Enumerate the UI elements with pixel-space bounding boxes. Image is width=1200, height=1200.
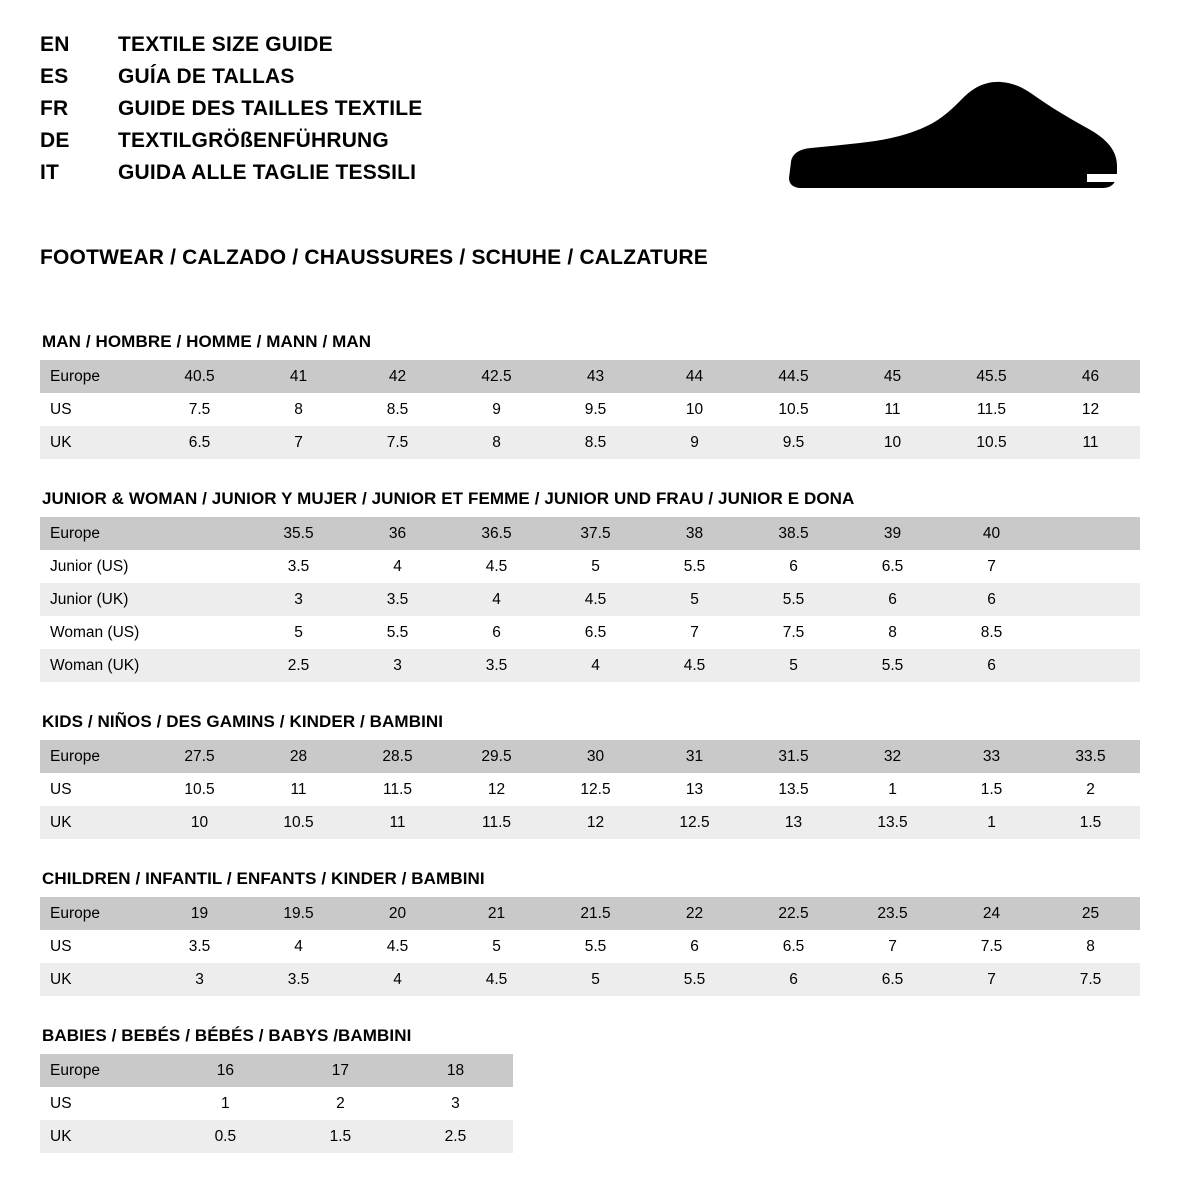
section-babies	[40, 1026, 1160, 1153]
cell: 0.5	[168, 1120, 283, 1153]
cell: 2.5	[249, 649, 348, 682]
row-label: US	[40, 930, 150, 963]
cell: 36.5	[447, 517, 546, 550]
table-row	[40, 550, 1140, 583]
language-code: ES	[40, 65, 69, 88]
cell: 6	[843, 583, 942, 616]
row-label: Woman (UK)	[40, 649, 150, 682]
cell: 31	[645, 740, 744, 773]
cell: 12	[546, 806, 645, 839]
cell: 6.5	[546, 616, 645, 649]
cell: 38.5	[744, 517, 843, 550]
cell: 6.5	[843, 963, 942, 996]
cell: 3.5	[447, 649, 546, 682]
cell: 1.5	[942, 773, 1041, 806]
cell: 23.5	[843, 897, 942, 930]
row-label: US	[40, 1087, 168, 1120]
cell: 4.5	[546, 583, 645, 616]
cell: 6	[744, 963, 843, 996]
cell	[150, 583, 249, 616]
cell: 16	[168, 1054, 283, 1087]
cell: 36	[348, 517, 447, 550]
cell: 43	[546, 360, 645, 393]
table-row	[40, 1054, 513, 1087]
cell: 1.5	[1041, 806, 1140, 839]
row-label: UK	[40, 426, 150, 459]
cell: 13	[744, 806, 843, 839]
cell: 9	[645, 426, 744, 459]
cell: 21.5	[546, 897, 645, 930]
cell: 8.5	[348, 393, 447, 426]
cell: 7	[645, 616, 744, 649]
size-table-junior-woman	[40, 517, 1140, 682]
cell: 5.5	[645, 963, 744, 996]
cell: 7.5	[150, 393, 249, 426]
cell: 44	[645, 360, 744, 393]
cell: 20	[348, 897, 447, 930]
cell: 7.5	[1041, 963, 1140, 996]
language-row	[40, 98, 422, 119]
cell: 3	[348, 649, 447, 682]
table-row	[40, 616, 1140, 649]
row-label: Europe	[40, 1054, 168, 1087]
cell: 33.5	[1041, 740, 1140, 773]
cell: 11.5	[447, 806, 546, 839]
size-table-children	[40, 897, 1140, 996]
cell: 5	[546, 963, 645, 996]
language-row	[40, 66, 422, 87]
row-label: Europe	[40, 360, 150, 393]
cell: 4	[249, 930, 348, 963]
cell: 6	[744, 550, 843, 583]
cell: 37.5	[546, 517, 645, 550]
cell: 7	[942, 550, 1041, 583]
cell: 45.5	[942, 360, 1041, 393]
cell: 5	[546, 550, 645, 583]
cell: 4	[447, 583, 546, 616]
cell: 6	[645, 930, 744, 963]
cell: 5.5	[744, 583, 843, 616]
cell: 42	[348, 360, 447, 393]
cell: 10.5	[150, 773, 249, 806]
table-row	[40, 649, 1140, 682]
section-title-man: MAN / HOMBRE / HOMME / MANN / MAN	[42, 332, 372, 351]
cell: 46	[1041, 360, 1140, 393]
row-label: Woman (US)	[40, 616, 150, 649]
cell: 4.5	[348, 930, 447, 963]
section-junior-woman	[40, 489, 1160, 682]
cell: 1.5	[283, 1120, 398, 1153]
cell: 22	[645, 897, 744, 930]
table-row	[40, 426, 1140, 459]
language-title: GUÍA DE TALLAS	[118, 65, 295, 88]
cell: 10.5	[249, 806, 348, 839]
cell	[1041, 616, 1140, 649]
cell: 27.5	[150, 740, 249, 773]
section-man	[40, 332, 1160, 459]
row-label: Europe	[40, 897, 150, 930]
cell: 2	[1041, 773, 1140, 806]
cell	[150, 517, 249, 550]
table-row	[40, 740, 1140, 773]
language-title: TEXTILE SIZE GUIDE	[118, 33, 333, 56]
cell: 11.5	[348, 773, 447, 806]
table-row	[40, 773, 1140, 806]
cell: 4	[348, 963, 447, 996]
cell: 12.5	[546, 773, 645, 806]
table-row	[40, 1120, 513, 1153]
cell: 32	[843, 740, 942, 773]
cell	[1041, 649, 1140, 682]
cell: 11	[843, 393, 942, 426]
cell: 3.5	[348, 583, 447, 616]
cell: 12.5	[645, 806, 744, 839]
cell: 42.5	[447, 360, 546, 393]
cell: 39	[843, 517, 942, 550]
cell: 6	[942, 649, 1041, 682]
language-row	[40, 162, 422, 183]
row-label: Europe	[40, 740, 150, 773]
cell: 6.5	[744, 930, 843, 963]
cell: 7.5	[744, 616, 843, 649]
section-title-babies: BABIES / BEBÉS / BÉBÉS / BABYS /BAMBINI	[42, 1026, 412, 1045]
cell: 9.5	[546, 393, 645, 426]
table-row	[40, 897, 1140, 930]
cell	[1041, 550, 1140, 583]
cell: 1	[843, 773, 942, 806]
language-row	[40, 130, 422, 151]
cell: 12	[1041, 393, 1140, 426]
table-row	[40, 583, 1140, 616]
cell: 45	[843, 360, 942, 393]
cell: 13	[645, 773, 744, 806]
row-label: Europe	[40, 517, 150, 550]
language-code: IT	[40, 161, 60, 184]
cell: 22.5	[744, 897, 843, 930]
cell: 8	[843, 616, 942, 649]
row-label: UK	[40, 806, 150, 839]
cell: 25	[1041, 897, 1140, 930]
cell: 8	[447, 426, 546, 459]
cell: 4.5	[645, 649, 744, 682]
cell: 6	[942, 583, 1041, 616]
cell: 44.5	[744, 360, 843, 393]
cell: 19.5	[249, 897, 348, 930]
cell: 21	[447, 897, 546, 930]
cell: 1	[168, 1087, 283, 1120]
language-title: TEXTILGRÖßENFÜHRUNG	[118, 129, 389, 152]
cell: 5.5	[843, 649, 942, 682]
table-row	[40, 393, 1140, 426]
cell	[1041, 517, 1140, 550]
cell: 8	[1041, 930, 1140, 963]
cell: 10.5	[942, 426, 1041, 459]
cell: 11.5	[942, 393, 1041, 426]
size-table-man	[40, 360, 1140, 459]
cell: 18	[398, 1054, 513, 1087]
cell: 5	[645, 583, 744, 616]
cell: 38	[645, 517, 744, 550]
cell: 10	[150, 806, 249, 839]
cell: 8.5	[942, 616, 1041, 649]
row-label: US	[40, 393, 150, 426]
cell: 6.5	[843, 550, 942, 583]
cell: 13.5	[843, 806, 942, 839]
cell: 4	[348, 550, 447, 583]
cell	[150, 550, 249, 583]
cell: 11	[1041, 426, 1140, 459]
cell: 5	[744, 649, 843, 682]
cell: 3.5	[150, 930, 249, 963]
cell: 1	[942, 806, 1041, 839]
cell: 10	[645, 393, 744, 426]
row-label: UK	[40, 1120, 168, 1153]
size-table-babies	[40, 1054, 513, 1153]
language-code: FR	[40, 97, 69, 120]
cell: 7	[843, 930, 942, 963]
cell: 10.5	[744, 393, 843, 426]
section-title-kids: KIDS / NIÑOS / DES GAMINS / KINDER / BAMBINI	[42, 712, 444, 731]
language-title: GUIDE DES TAILLES TEXTILE	[118, 97, 423, 120]
table-row	[40, 930, 1140, 963]
cell: 6.5	[150, 426, 249, 459]
cell: 3.5	[249, 550, 348, 583]
cell: 7	[942, 963, 1041, 996]
table-row	[40, 517, 1140, 550]
cell: 5.5	[348, 616, 447, 649]
cell: 4.5	[447, 963, 546, 996]
cell: 9	[447, 393, 546, 426]
cell: 33	[942, 740, 1041, 773]
cell: 3.5	[249, 963, 348, 996]
cell: 8.5	[546, 426, 645, 459]
section-kids	[40, 712, 1160, 839]
language-title-list	[40, 34, 422, 194]
cell: 12	[447, 773, 546, 806]
size-table-kids	[40, 740, 1140, 839]
cell: 11	[348, 806, 447, 839]
cell: 5	[249, 616, 348, 649]
cell: 7.5	[942, 930, 1041, 963]
cell: 30	[546, 740, 645, 773]
cell: 28	[249, 740, 348, 773]
cell: 13.5	[744, 773, 843, 806]
cell: 7.5	[348, 426, 447, 459]
cell: 3	[398, 1087, 513, 1120]
cell: 4	[546, 649, 645, 682]
page-header	[40, 34, 1160, 218]
cell: 17	[283, 1054, 398, 1087]
table-row	[40, 1087, 513, 1120]
cell: 19	[150, 897, 249, 930]
cell: 11	[249, 773, 348, 806]
language-row	[40, 34, 422, 55]
row-label: Junior (UK)	[40, 583, 150, 616]
category-title: FOOTWEAR / CALZADO / CHAUSSURES / SCHUHE / CALZATURE	[40, 246, 709, 269]
cell: 7	[249, 426, 348, 459]
cell: 8	[249, 393, 348, 426]
cell: 6	[447, 616, 546, 649]
row-label: Junior (US)	[40, 550, 150, 583]
cell	[150, 649, 249, 682]
table-row	[40, 963, 1140, 996]
cell	[150, 616, 249, 649]
language-code: DE	[40, 129, 70, 152]
cell: 41	[249, 360, 348, 393]
cell: 3	[249, 583, 348, 616]
cell: 31.5	[744, 740, 843, 773]
section-children	[40, 869, 1160, 996]
cell: 40	[942, 517, 1041, 550]
language-title: GUIDA ALLE TAGLIE TESSILI	[118, 161, 417, 184]
table-row	[40, 360, 1140, 393]
cell: 3	[150, 963, 249, 996]
dress-shoe-icon	[772, 58, 1142, 218]
cell: 4.5	[447, 550, 546, 583]
section-title-children: CHILDREN / INFANTIL / ENFANTS / KINDER / BAMBINI	[42, 869, 485, 888]
cell: 10	[843, 426, 942, 459]
cell: 28.5	[348, 740, 447, 773]
section-title-junior-woman: JUNIOR & WOMAN / JUNIOR Y MUJER / JUNIOR ET FEMME / JUNIOR UND FRAU / JUNIOR E DONA	[42, 489, 855, 508]
cell: 35.5	[249, 517, 348, 550]
cell: 5	[447, 930, 546, 963]
cell: 2.5	[398, 1120, 513, 1153]
cell: 5.5	[645, 550, 744, 583]
row-label: US	[40, 773, 150, 806]
cell: 40.5	[150, 360, 249, 393]
cell: 9.5	[744, 426, 843, 459]
table-row	[40, 806, 1140, 839]
language-code: EN	[40, 33, 70, 56]
cell	[1041, 583, 1140, 616]
cell: 2	[283, 1087, 398, 1120]
cell: 5.5	[546, 930, 645, 963]
cell: 29.5	[447, 740, 546, 773]
cell: 24	[942, 897, 1041, 930]
row-label: UK	[40, 963, 150, 996]
